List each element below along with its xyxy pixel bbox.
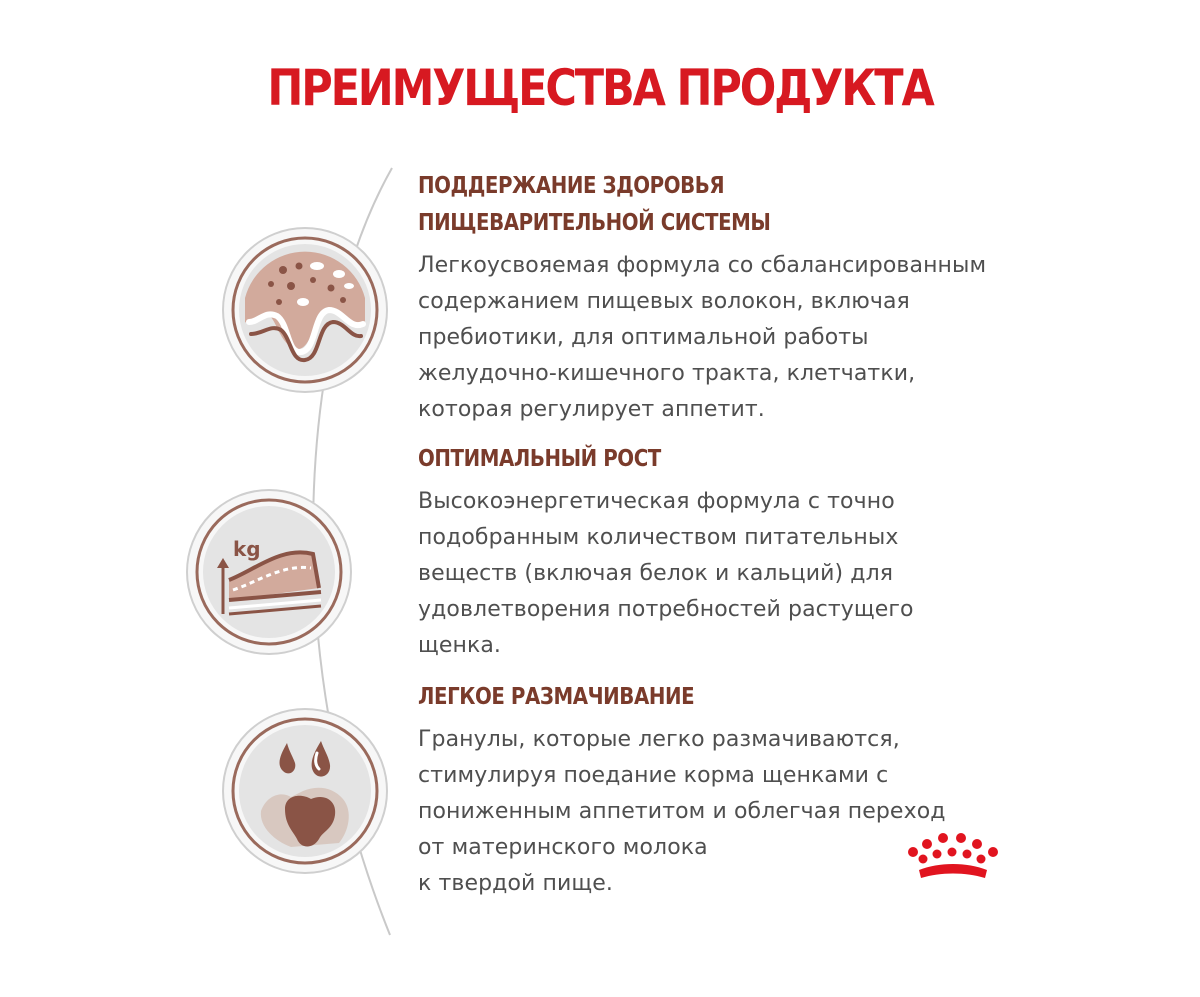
page-title: ПРЕИМУЩЕСТВА ПРОДУКТА	[267, 59, 933, 117]
feature-title	[418, 168, 986, 242]
feature-description: Гранулы, которые легко размачиваются, стимулируя поедание корма щенками с пониженным аппетитом и облегчая переход от материнского молока к твердой пище.	[418, 727, 946, 896]
feature-description: Легкоусвояемая формула со сбалансированным содержанием пищевых волокон, включая пребиотики, для оптимальной работы желудочно-кишечного тракта, клетчатки, которая регулирует аппетит.	[418, 253, 987, 422]
feature-title-line: ПОДДЕРЖАНИЕ ЗДОРОВЬЯ	[418, 173, 725, 199]
feature-title-line: ОПТИМАЛЬНЫЙ РОСТ	[418, 446, 661, 472]
feature-title-line: ЛЕГКОЕ РАЗМАЧИВАНИЕ	[418, 684, 695, 710]
feature-title-line: ПИЩЕВАРИТЕЛЬНОЙ СИСТЕМЫ	[418, 210, 771, 236]
royal-canin-crown-icon	[905, 832, 1001, 888]
feature-optimal-growth	[418, 441, 1058, 664]
easy-rehydration-icon	[221, 707, 389, 875]
growth-weight-icon	[185, 488, 353, 656]
feature-digestive-health	[418, 168, 1058, 428]
feature-title	[418, 441, 986, 478]
kg-label: kg	[233, 537, 261, 561]
feature-title	[418, 679, 986, 716]
digestive-health-icon	[221, 226, 389, 394]
feature-description: Высокоэнергетическая формула с точно подобранным количеством питательных веществ (включая белок и кальций) для удовлетворения потребностей растущего щенка.	[418, 489, 914, 658]
